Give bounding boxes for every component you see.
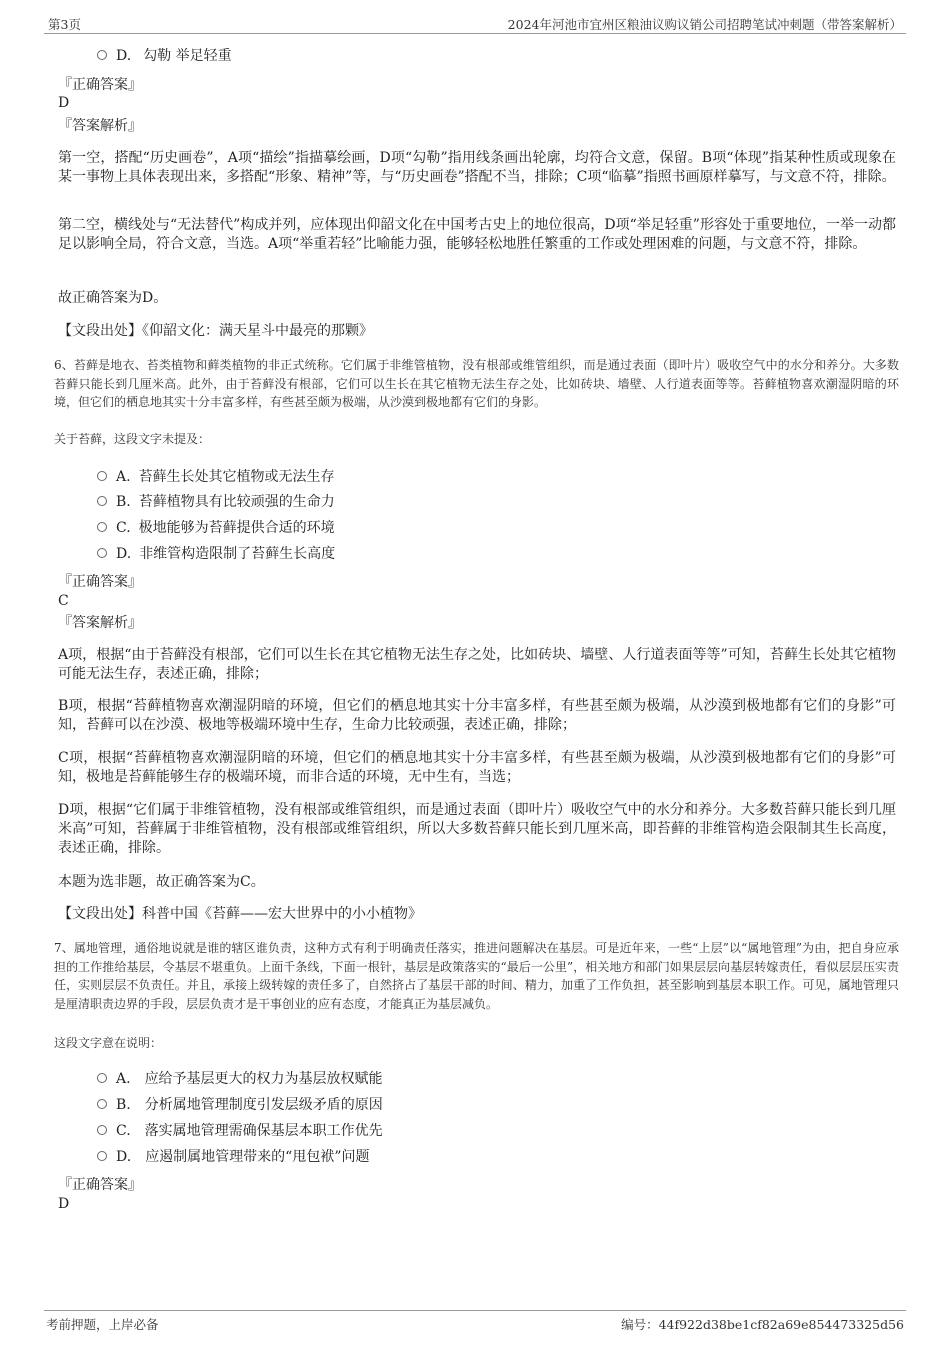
q6-option-b[interactable]: B. 苔藓植物具有比较顽强的生命力 [97, 492, 335, 512]
q5-analysis-paragraph: 第二空，横线处与“无法替代”构成并列，应体现出仰韶文化在中国考古史上的地位很高，D项“举足轻重”形容处于重要地位，一举一动都足以影响全局，符合文意，当选。A项“举重若轻”比喻能力强，能够轻松地胜任繁重的工作或处理困难的问题，与文意不符，排除。 [58, 217, 896, 252]
q6-analysis-paragraph: C项，根据“苔藓植物喜欢潮湿阴暗的环境，但它们的栖息地其实十分丰富多样，有些甚至颇为极端，从沙漠到极地都有它们的身影”可知，极地是苔藓能够生存的极端环境，而非合适的环境，无中生有，当选； [58, 750, 896, 785]
q6-stem: 6、苔藓是地衣、苔类植物和藓类植物的非正式统称。它们属于非维管植物，没有根部或维管组织，而是通过表面（即叶片）吸收空气中的水分和养分。大多数苔藓只能长到几厘米高。此外，由于苔藓没有根部，它们可以生长在其它植物无法生存之处，比如砖块、墙壁、人行道表面等等。苔藓植物喜欢潮湿阴暗的环境，但它们的栖息地其实十分丰富多样，有些甚至颇为极端，从沙漠到极地都有它们的身影。 [54, 358, 899, 409]
radio-icon[interactable] [97, 1099, 107, 1109]
q6-analysis-paragraph: B项，根据“苔藓植物喜欢潮湿阴暗的环境，但它们的栖息地其实十分丰富多样，有些甚至颇为极端，从沙漠到极地都有它们的身影”可知，苔藓可以在沙漠、极地等极端环境中生存，生命力比较顽强，表述正确，排除； [58, 698, 896, 733]
q5-analysis-paragraph: 第一空，搭配“历史画卷”，A项“描绘”指描摹绘画，D项“勾勒”指用线条画出轮廓，均符合文意，保留。B项“体现”指某种性质或现象在某一事物上具体表现出来，多搭配“形象、精神”等，与“历史画卷”搭配不当，排除；C项“临摹”指照书画原样摹写，与文意不符，排除。 [58, 150, 896, 185]
q6-analysis-label: 『答案解析』 [58, 615, 142, 631]
document-id: 编号：44f922d38be1cf82a69e854473325d56 [621, 1317, 904, 1332]
document-title: 2024年河池市宜州区粮油议购议销公司招聘笔试冲刺题（带答案解析） [507, 17, 902, 32]
q6-analysis-conclusion: 本题为选非题，故正确答案为C。 [58, 874, 265, 890]
q7-option-b[interactable]: B. 分析属地管理制度引发层级矛盾的原因 [97, 1095, 383, 1115]
q6-prompt: 关于苔藓，这段文字未提及： [54, 432, 211, 446]
q6-analysis-paragraph: A项，根据“由于苔藓没有根部，它们可以生长在其它植物无法生存之处，比如砖块、墙壁、人行道表面等等”可知，苔藓生长处其它植物可能无法生存，表述正确，排除； [58, 647, 896, 682]
q5-option-d[interactable]: D. 勾勒 举足轻重 [97, 46, 232, 66]
radio-icon[interactable] [97, 50, 107, 60]
radio-icon[interactable] [97, 548, 107, 558]
q6-option-a[interactable]: A. 苔藓生长处其它植物或无法生存 [97, 467, 335, 487]
page-footer [44, 1310, 906, 1333]
radio-icon[interactable] [97, 1125, 107, 1135]
footer-slogan: 考前押题，上岸必备 [46, 1317, 159, 1332]
q6-answer: C [58, 593, 69, 609]
page-header [44, 13, 906, 34]
q7-answer: D [58, 1196, 70, 1212]
q6-answer-label: 『正确答案』 [58, 574, 142, 590]
q5-answer-label: 『正确答案』 [58, 77, 142, 93]
page-number: 第3页 [48, 17, 81, 32]
q6-option-d[interactable]: D. 非维管构造限制了苔藓生长高度 [97, 544, 335, 564]
q7-prompt: 这段文字意在说明： [54, 1036, 163, 1050]
q7-answer-label: 『正确答案』 [58, 1177, 142, 1193]
radio-icon[interactable] [97, 1073, 107, 1083]
radio-icon[interactable] [97, 522, 107, 532]
radio-icon[interactable] [97, 496, 107, 506]
q7-stem: 7、属地管理，通俗地说就是谁的辖区谁负责，这种方式有利于明确责任落实，推进问题解决在基层。可是近年来，一些“上层”以“属地管理”为由，把自身应承担的工作推给基层，令基层不堪重负。上面千条线，下面一根针，基层是政策落实的“最后一公里”，相关地方和部门如果层层向基层转嫁责任，看似层层压实责任，实则层层不负责任。并且，承接上级转嫁的责任多了，自然挤占了基层干部的时间、精力，加重了工作负担，甚至影响到基层本职工作。可见，属地管理只是厘清职责边界的手段，层层负责才是干事创业的应有态度，才能真正为基层减负。 [54, 941, 899, 1011]
q6-option-c[interactable]: C. 极地能够为苔藓提供合适的环境 [97, 518, 335, 538]
q5-answer: D [58, 95, 70, 111]
radio-icon[interactable] [97, 471, 107, 481]
q7-option-d[interactable]: D. 应遏制属地管理带来的“甩包袱”问题 [97, 1147, 370, 1167]
radio-icon[interactable] [97, 1151, 107, 1161]
q5-source: 【文段出处】《仰韶文化：满天星斗中最亮的那颗》 [58, 323, 373, 339]
q5-analysis-label: 『答案解析』 [58, 118, 142, 134]
q6-source: 【文段出处】科普中国《苔藓——宏大世界中的小小植物》 [58, 906, 422, 922]
q5-analysis-conclusion: 故正确答案为D。 [58, 290, 168, 306]
q6-analysis-paragraph: D项，根据“它们属于非维管植物，没有根部或维管组织，而是通过表面（即叶片）吸收空气中的水分和养分。大多数苔藓只能长到几厘米高”可知，苔藓属于非维管植物，没有根部或维管组织，所以大多数苔藓只能长到几厘米高，即苔藓的非维管构造会限制其生长高度，表述正确，排除。 [58, 802, 896, 856]
q7-option-a[interactable]: A. 应给予基层更大的权力为基层放权赋能 [97, 1069, 383, 1089]
q7-option-c[interactable]: C. 落实属地管理需确保基层本职工作优先 [97, 1121, 383, 1141]
